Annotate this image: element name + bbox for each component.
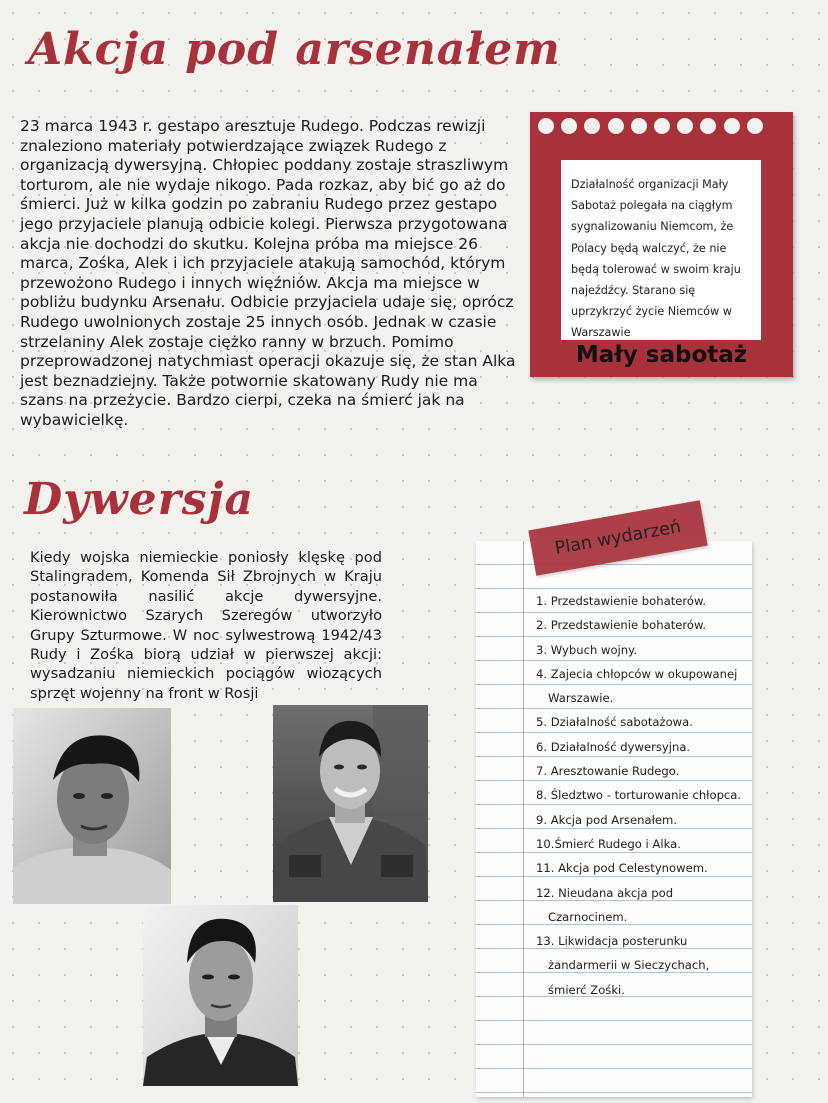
card-label: Mały sabotaż [575,342,748,368]
list-item: 9. Akcja pod Arsenałem. [536,812,678,827]
plan-event-list [536,589,746,1002]
binding-hole [677,118,693,134]
card-description: Działalność organizacji Mały Sabotaż polegała na ciągłym sygnalizowaniu Niemcom, że Polacy będą walczyć, że nie będą tolerować w swoim kraju najeźdźcy. Starano się uprzykrzyć życie Niemców w Warszawie [571,178,741,340]
binding-hole [608,118,624,134]
binding-hole [538,118,554,134]
list-item: 3. Wybuch wojny. [536,642,638,657]
list-item: 8. Śledztwo - torturowanie chłopca. [536,788,742,803]
binding-hole [654,118,670,134]
section-title-dywersja: Dywersja [24,474,254,525]
portrait-photo-3 [143,905,298,1086]
list-item: 11. Akcja pod Celestynowem. [536,861,708,876]
list-item: 12. Nieudana akcja pod Czarnocinem. [536,885,674,924]
plan-title: Plan wydarzeń [553,517,683,559]
list-item: 4. Zajecia chłopców w okupowanej Warszawie. [536,666,738,706]
binding-hole [584,118,600,134]
arsenal-paragraph: 23 marca 1943 r. gestapo aresztuje Rudego. Podczas rewizji znaleziono materiały potwierdzające związek Rudego z organizacją dywersyjną. Chłopiec poddany zostaje straszliwym torturom, ale nie wydaje nikogo. Pada rozkaz, aby bić go aż do śmierci. Już w kilka godzin po zabraniu Rudego przez gestapo jego przyjaciele planują odbicie kolegi. Pierwsza przygotowana akcja nie dochodzi do skutku. Kolejna próba ma miejsce 26 marca, Zośka, Alek i ich przyjaciele atakują samochód, którym przewożono Rudego i innych więźniów. Akcja ma miejsce w pobliżu budynku Arsenału. Odbicie przyjaciela udaje się, oprócz Rudego uwolnionych zostaje 25 innych osób. Jednak w czasie strzelaniny Alek zostaje ciężko ranny w brzuch. Pomimo przeprowadzonej natychmiast operacji okazuje się, że stan Alka jest beznadziejny. Także potwornie skatowany Rudy nie ma szans na przeżycie. Bardzo cierpi, czeka na śmierć jak na wybawicielkę. [20,117,516,429]
portrait-photo-2 [273,705,428,902]
list-item: 2. Przedstawienie bohaterów. [536,618,707,633]
section-title-arsenal: Akcja pod arsenałem [28,24,561,75]
portrait-photo-boy-1-icon [13,708,171,904]
binding-hole [700,118,716,134]
list-item: 5. Działalność sabotażowa. [536,715,693,730]
binding-hole [631,118,647,134]
dywersja-paragraph: Kiedy wojska niemieckie poniosły klęskę pod Stalingradem, Komenda Sił Zbrojnych w Kraju postanowiła nasilić akcje dywersyjne. Kierownictwo Szarych Szeregów utworzyło Grupy Szturmowe. W noc sylwestrową 1942/43 Rudy i Zośka biorą udział w pierwszej akcji: wysadzaniu niemieckich pociągów wiozących sprzęt wojenny na front w Rosji [30,549,382,702]
portrait-photo-1 [13,708,171,904]
maly-sabotaz-card [530,112,793,377]
card-text-box [561,160,761,340]
list-item: 7. Aresztowanie Rudego. [536,764,680,779]
binding-hole [561,118,577,134]
binding-hole [724,118,740,134]
portrait-photo-boy-3-icon [143,905,298,1086]
binding-hole [747,118,763,134]
list-item: 6. Działalność dywersyjna. [536,739,691,754]
portrait-photo-boy-scout-uniform-icon [273,705,428,902]
card-binding-holes [538,118,763,134]
list-item: 1. Przedstawienie bohaterów. [536,594,707,608]
notebook-margin-line [523,541,524,1097]
list-item: 10.Śmierć Rudego i Alka. [536,836,681,851]
list-item: 13. Likwidacja posterunku żandarmerii w Sieczychach, śmierć Zośki. [536,934,710,997]
